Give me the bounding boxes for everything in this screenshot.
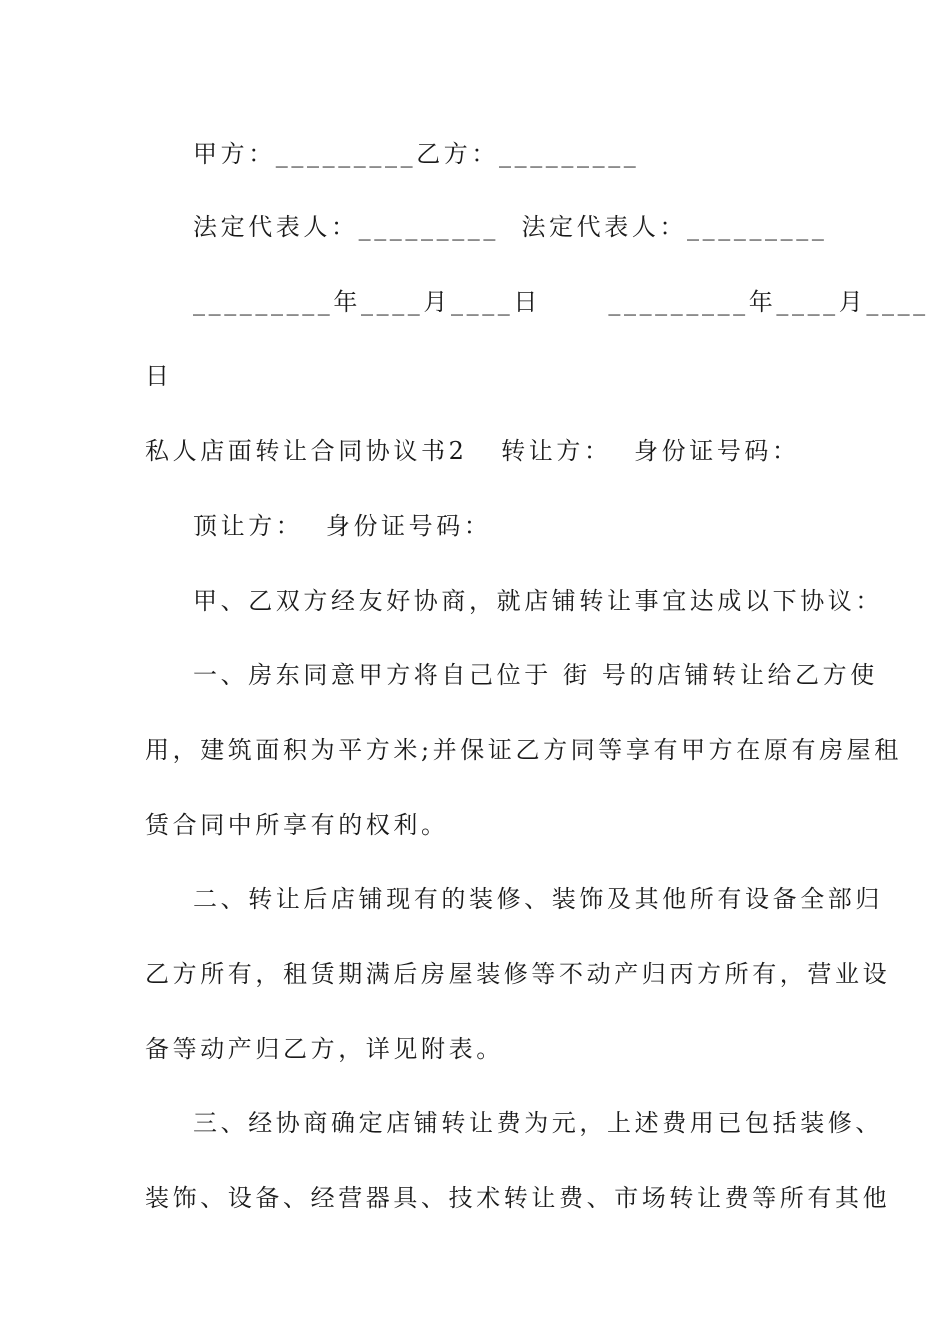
date-line-continued: 日 xyxy=(145,362,173,390)
preamble-line: 甲、乙双方经友好协商，就店铺转让事宜达成以下协议： xyxy=(193,587,883,615)
clause-1-line-1: 一、房东同意甲方将自己位于 街 号的店铺转让给乙方使 xyxy=(193,661,878,689)
assignee-line: 顶让方： 身份证号码： xyxy=(193,512,492,540)
clause-3-line-2: 装饰、设备、经营器具、技术转让费、市场转让费等所有其他 xyxy=(145,1184,891,1212)
clause-1-line-2: 用，建筑面积为平方米;并保证乙方同等享有甲方在原有房屋租 xyxy=(145,736,902,764)
contract-title-line: 私人店面转让合同协议书2 转让方： 身份证号码： xyxy=(145,437,800,465)
clause-2-line-1: 二、转让后店铺现有的装修、装饰及其他所有设备全部归 xyxy=(193,885,883,913)
date-line: _________年____月____日 _________年____月____ xyxy=(193,288,929,316)
clause-1-line-3: 赁合同中所享有的权利。 xyxy=(145,811,449,839)
clause-3-line-1: 三、经协商确定店铺转让费为元，上述费用已包括装修、 xyxy=(193,1109,883,1137)
clause-2-line-2: 乙方所有，租赁期满后房屋装修等不动产归丙方所有，营业设 xyxy=(145,960,891,988)
clause-2-line-3: 备等动产归乙方，详见附表。 xyxy=(145,1035,504,1063)
party-names-line: 甲方：_________乙方：_________ xyxy=(193,140,640,168)
legal-rep-line: 法定代表人：_________ 法定代表人：_________ xyxy=(193,213,828,241)
